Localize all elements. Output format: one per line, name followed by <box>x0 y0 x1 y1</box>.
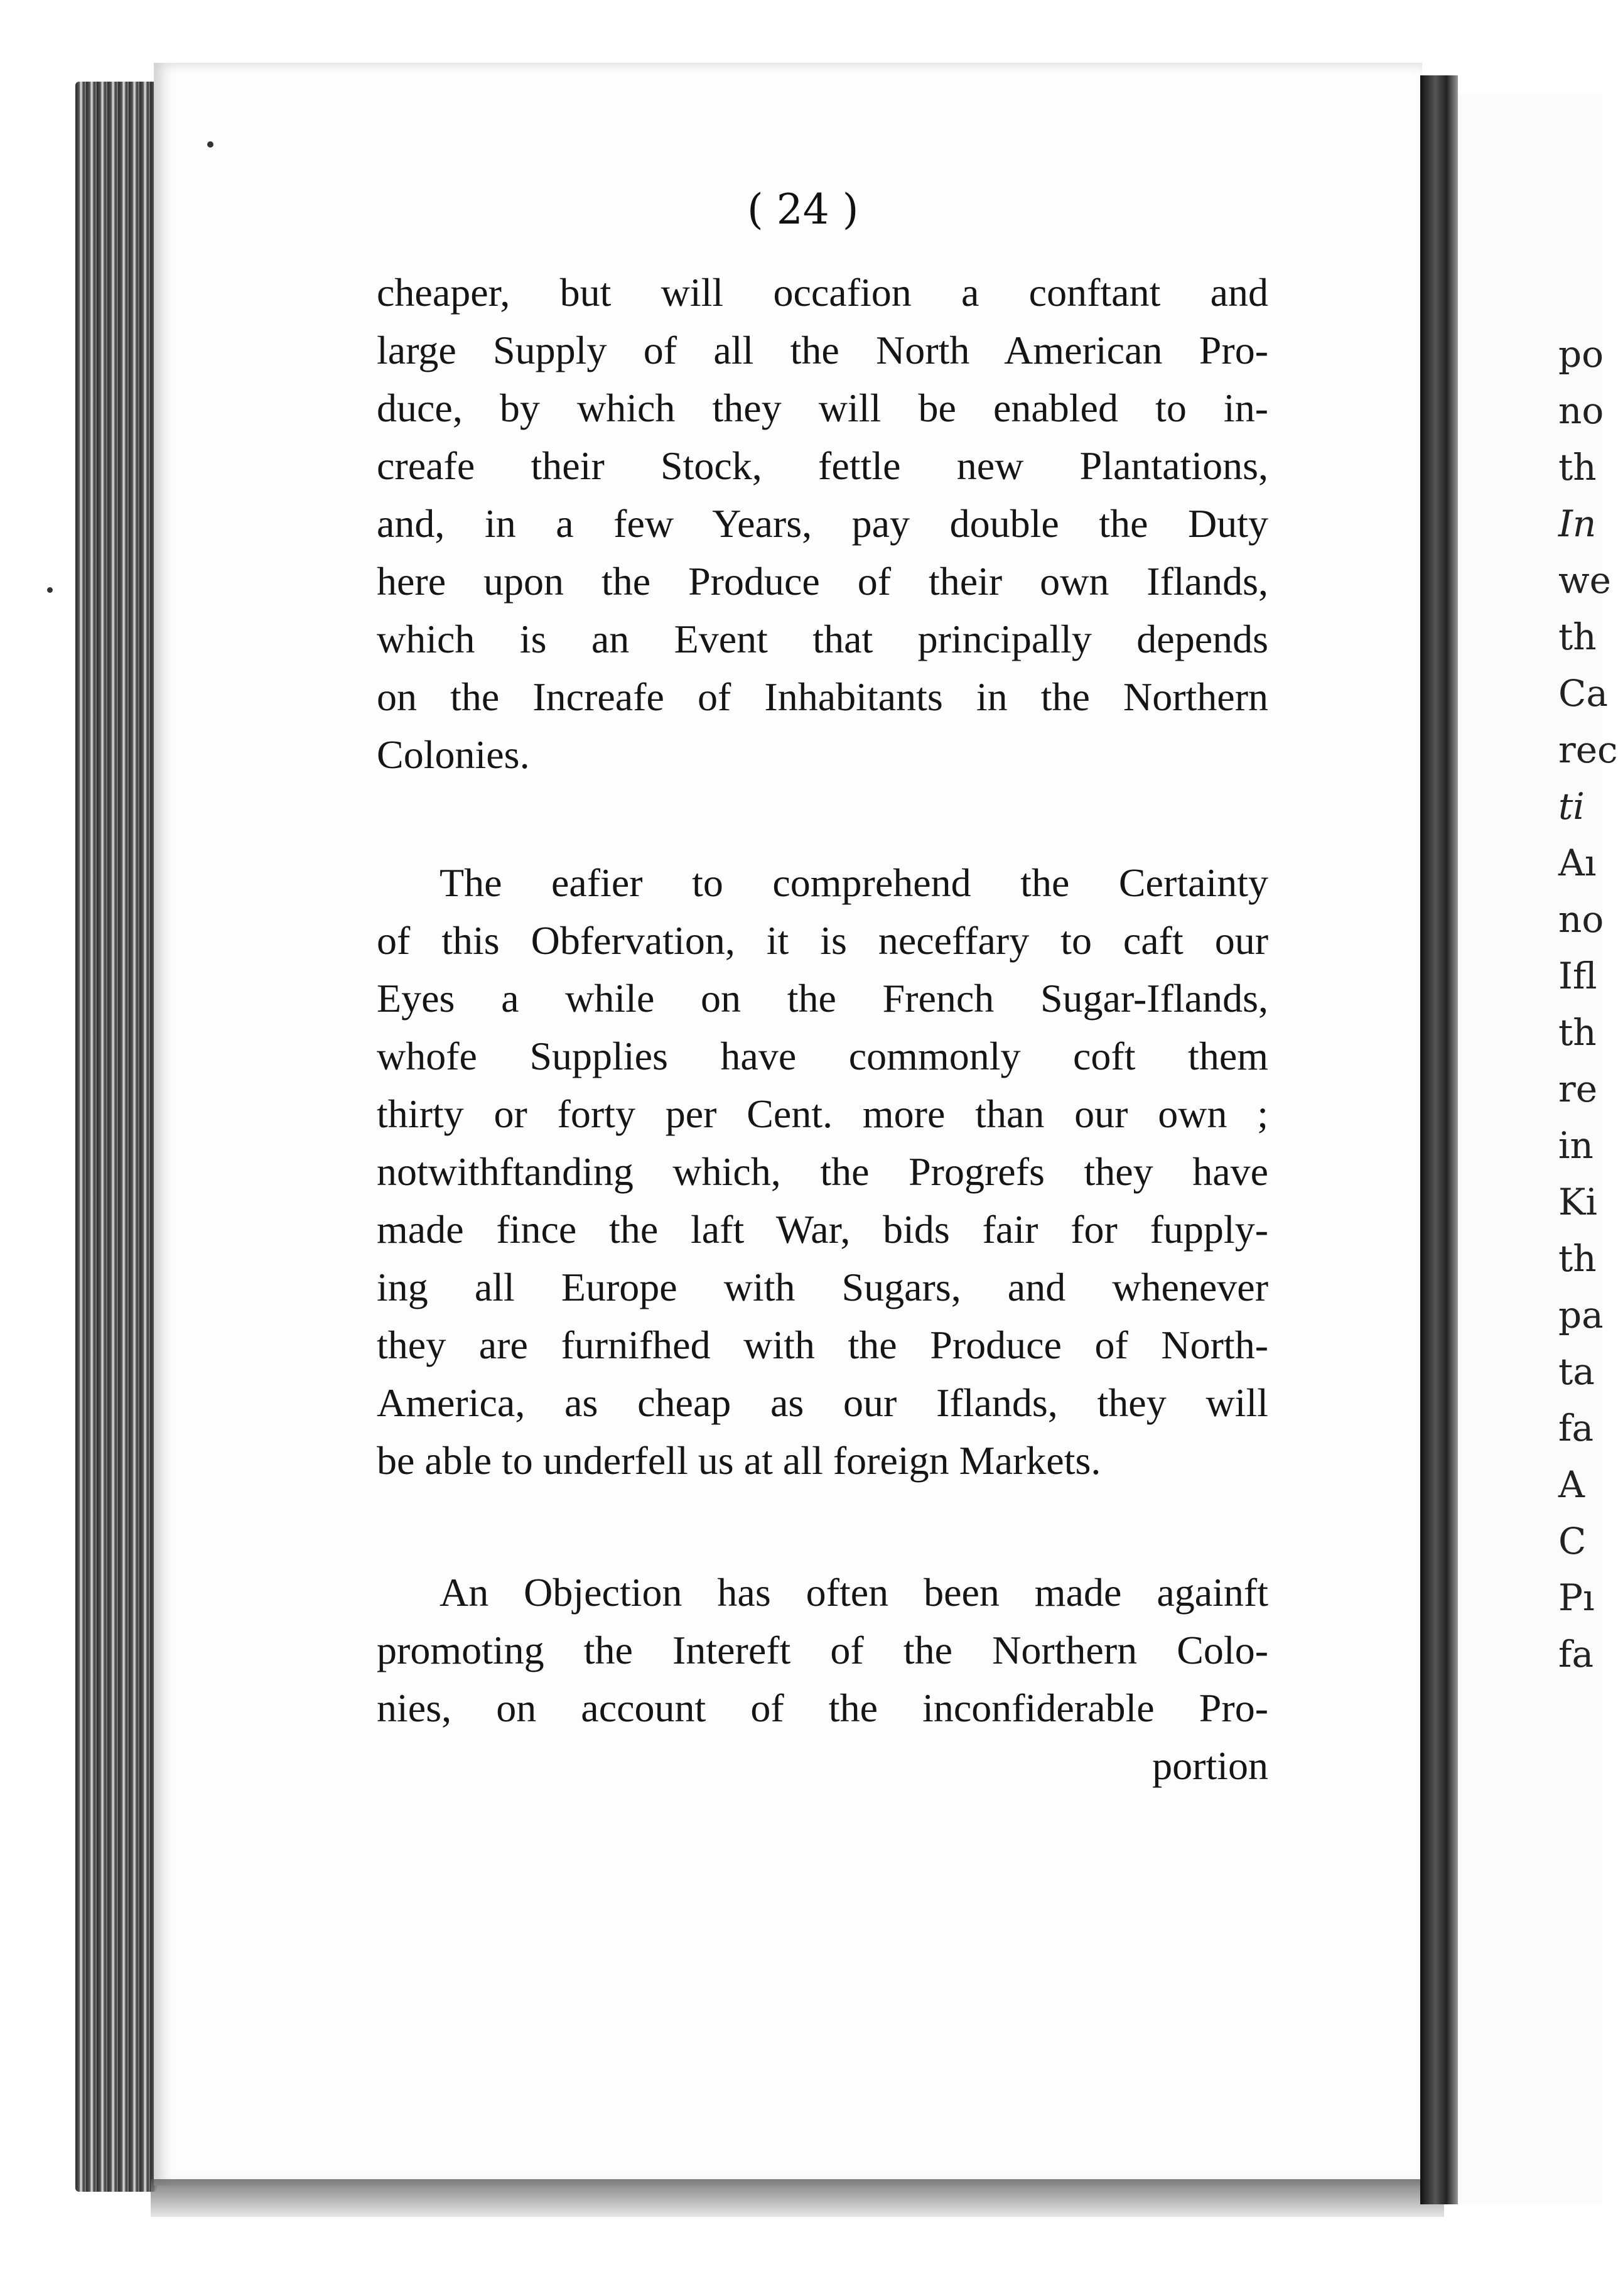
facing-fragment: fa <box>1558 1633 1594 1676</box>
facing-fragment: no <box>1558 389 1604 432</box>
speck <box>47 587 53 593</box>
facing-fragment: th <box>1558 446 1597 489</box>
page-stack-edge <box>75 82 157 2192</box>
facing-fragment: th <box>1558 1011 1597 1054</box>
facing-fragment: A <box>1558 1463 1585 1506</box>
text-line: thirty or forty per Cent. more than our own ; <box>377 1091 1268 1136</box>
text-line: whofe Supplies have commonly coft them <box>377 1034 1268 1078</box>
facing-fragment: C <box>1558 1520 1587 1562</box>
facing-fragment: no <box>1558 898 1604 941</box>
text-line: An Objection has often been made againft <box>440 1570 1268 1615</box>
facing-fragment: th <box>1558 1237 1597 1280</box>
facing-fragment: po <box>1558 333 1604 376</box>
text-line: notwithftanding which, the Progrefs they have <box>377 1149 1268 1194</box>
facing-fragment: Aı <box>1558 842 1597 884</box>
text-line: duce, by which they will be enabled to in- <box>377 386 1268 430</box>
text-line: on the Increafe of Inhabitants in the Northern <box>377 674 1268 719</box>
facing-fragment: Ca <box>1558 672 1608 715</box>
text-line: ing all Europe with Sugars, and whenever <box>377 1265 1268 1309</box>
text-line: be able to underfell us at all foreign Markets. <box>377 1438 1101 1483</box>
facing-fragment: fa <box>1558 1407 1594 1449</box>
facing-fragment: rec <box>1558 728 1618 771</box>
facing-fragment: Pı <box>1558 1576 1595 1619</box>
facing-fragment: ta <box>1558 1350 1595 1393</box>
speck <box>207 141 213 148</box>
facing-fragment: re <box>1558 1068 1598 1110</box>
text-line: Colonies. <box>377 732 530 777</box>
facing-fragment: we <box>1558 559 1611 602</box>
facing-fragment: Ifl <box>1558 955 1597 997</box>
facing-fragment: th <box>1558 615 1597 658</box>
text-line: cheaper, but will occafion a conftant and <box>377 270 1268 315</box>
text-line: of this Obfervation, it is neceffary to caft our <box>377 918 1268 963</box>
text-line: here upon the Produce of their own Iflands, <box>377 559 1268 604</box>
text-line: nies, on account of the inconfiderable Pro- <box>377 1686 1268 1730</box>
text-line: America, as cheap as our Iflands, they will <box>377 1380 1268 1425</box>
paragraph-3 <box>377 1564 1268 1795</box>
facing-page <box>1458 94 1618 2204</box>
facing-fragment: Ki <box>1558 1181 1597 1223</box>
facing-fragment: ti <box>1558 785 1585 828</box>
facing-fragment: pa <box>1558 1294 1604 1336</box>
facing-fragment: In <box>1558 502 1597 545</box>
text-line: large Supply of all the North American Pro- <box>377 328 1268 372</box>
text-line: and, in a few Years, pay double the Duty <box>377 501 1268 546</box>
paragraph-2 <box>377 854 1268 1490</box>
text-line: creafe their Stock, fettle new Plantations, <box>377 443 1268 488</box>
paragraph-1 <box>377 264 1268 784</box>
book-gutter <box>1420 75 1458 2204</box>
text-line: promoting the Intereft of the Northern Colo- <box>377 1628 1268 1672</box>
text-line: made fince the laft War, bids fair for fupply- <box>377 1207 1268 1252</box>
facing-fragment: in <box>1558 1124 1594 1167</box>
page-bottom-shadow <box>151 2179 1444 2217</box>
text-line: The eafier to comprehend the Certainty <box>440 860 1268 905</box>
catchword: portion <box>1152 1743 1268 1788</box>
page-number: ( 24 ) <box>747 185 859 234</box>
text-line: which is an Event that principally depends <box>377 617 1268 661</box>
text-line: they are furnifhed with the Produce of North- <box>377 1323 1268 1367</box>
text-line: Eyes a while on the French Sugar-Iflands, <box>377 976 1268 1021</box>
